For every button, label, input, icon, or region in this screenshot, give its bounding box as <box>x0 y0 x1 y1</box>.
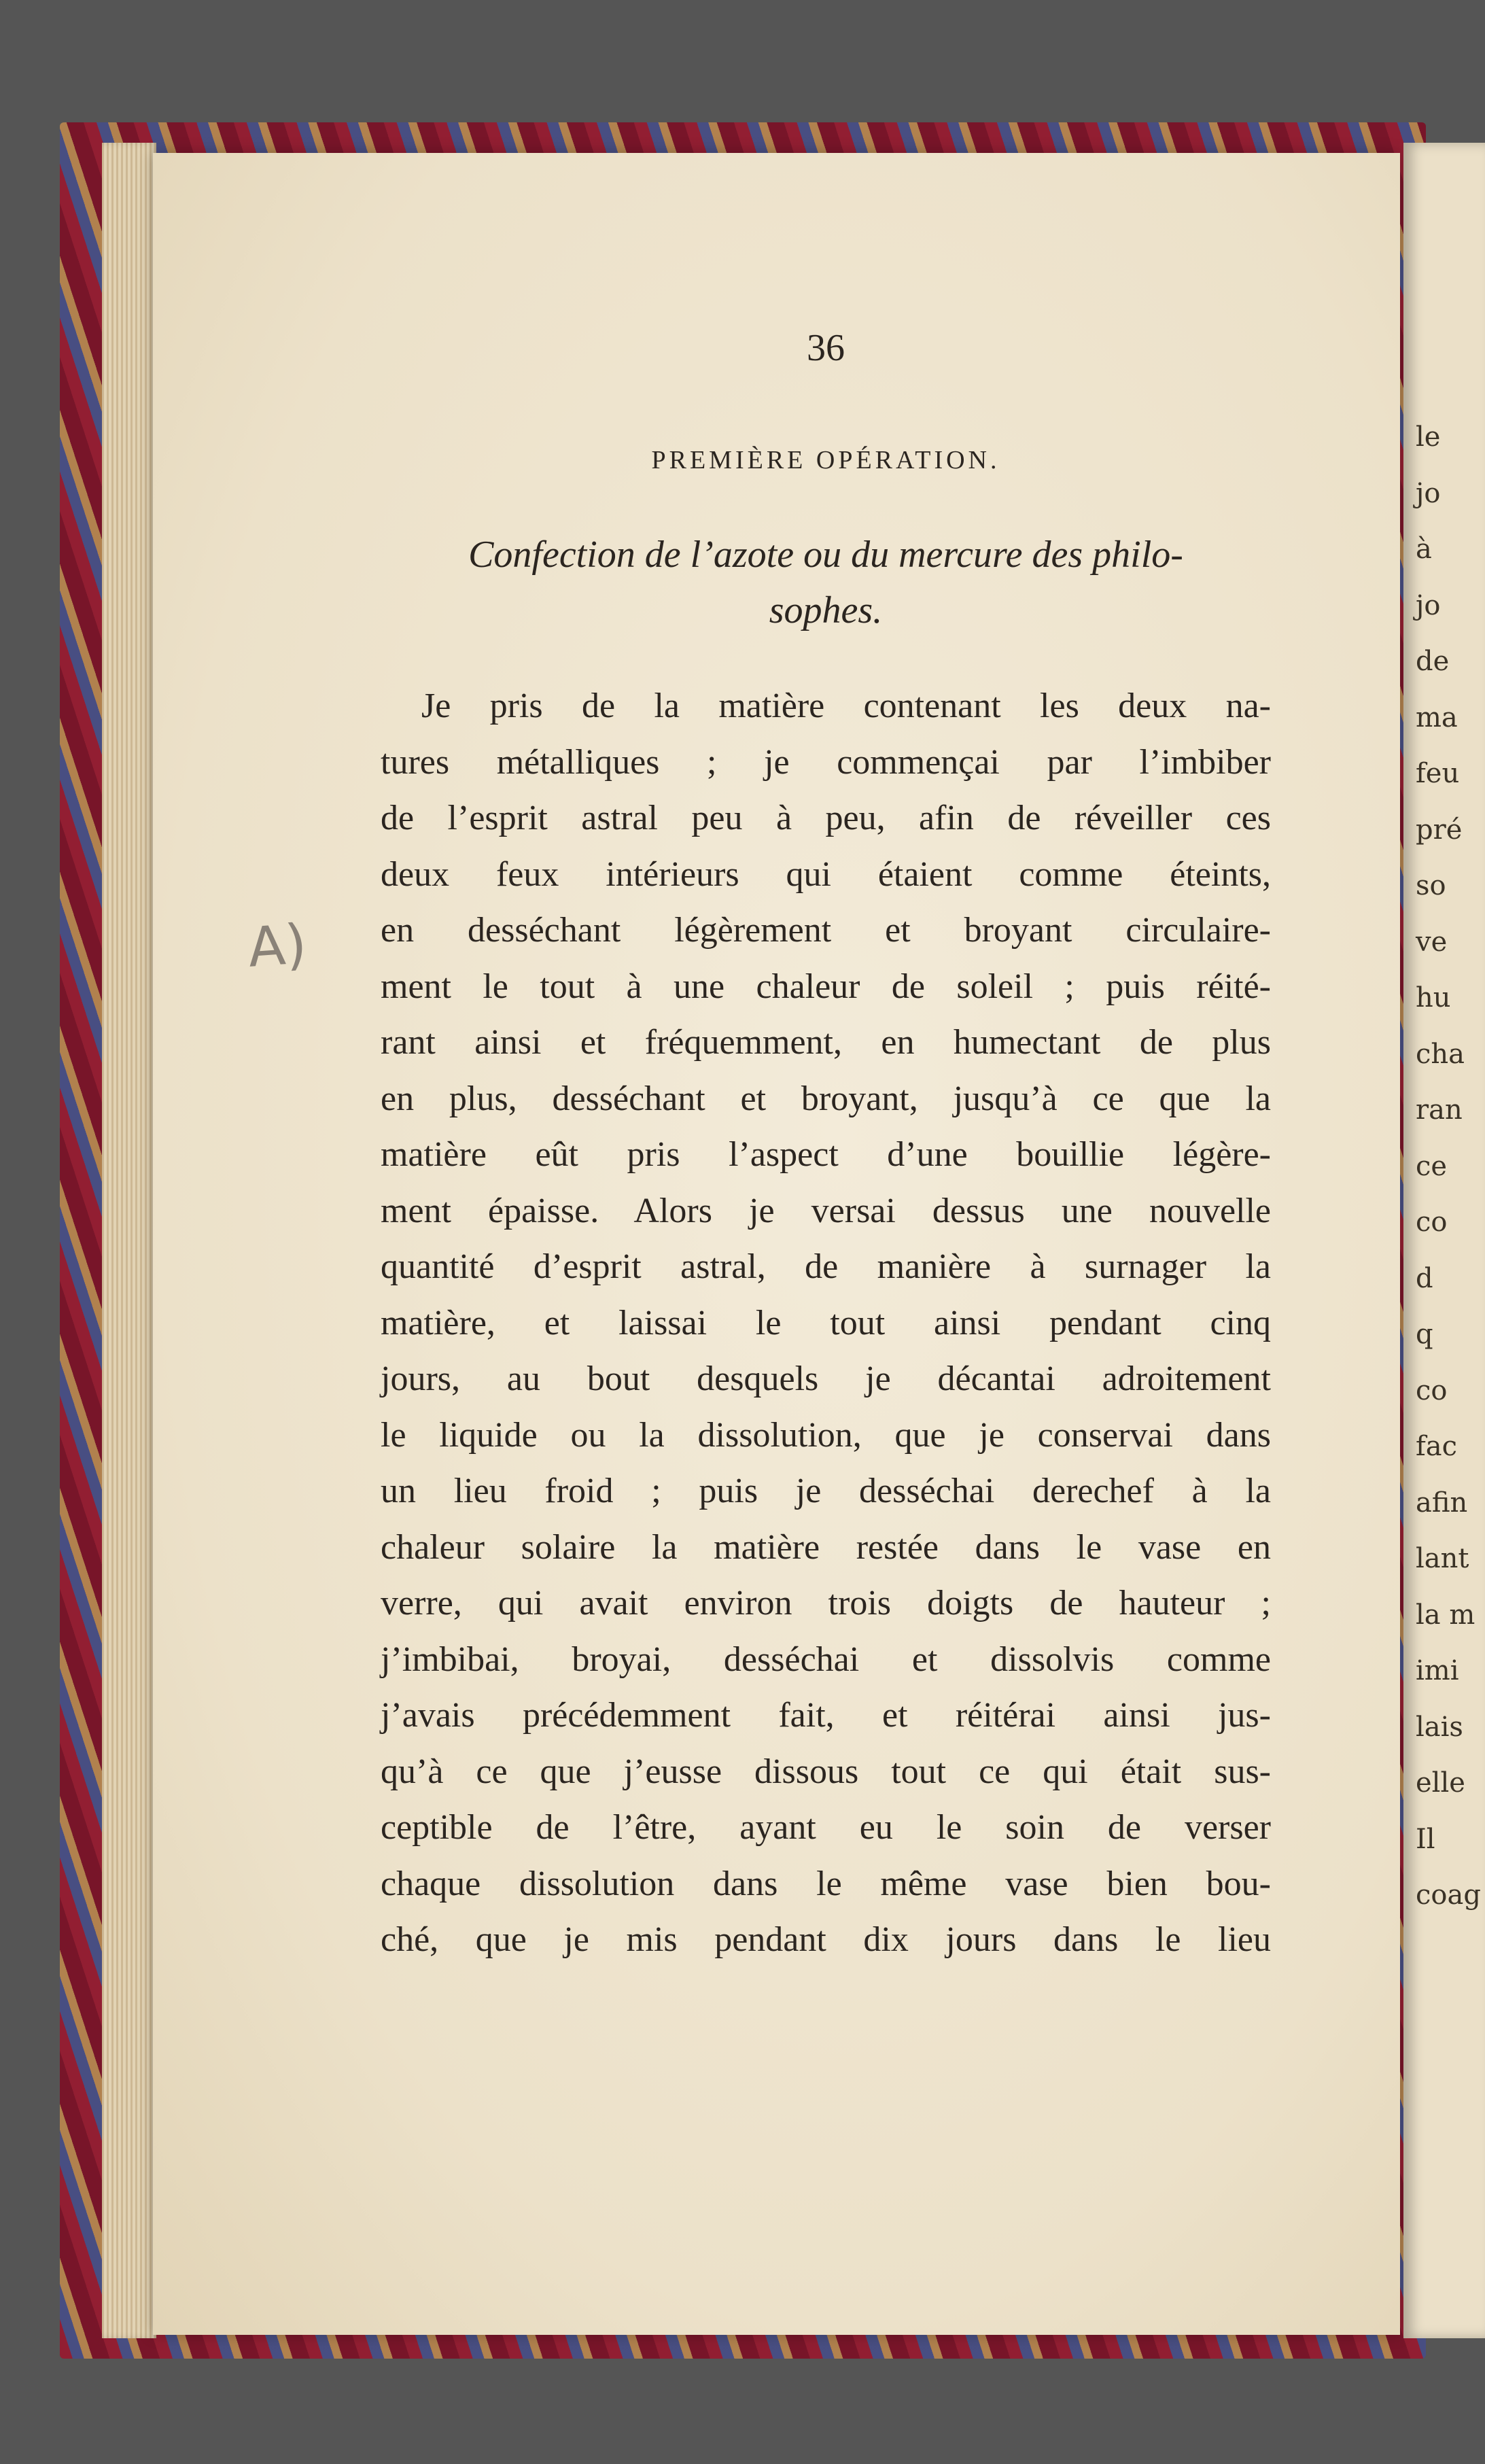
next-page-fragment: le <box>1416 421 1441 453</box>
body-line: le liquide ou la dissolution, que je conservai dans <box>381 1415 1271 1455</box>
next-page-fragment: à <box>1416 534 1432 565</box>
next-page-fragment: ma <box>1416 701 1458 733</box>
body-line: ché, que je mis pendant dix jours dans le lieu <box>381 1920 1271 1959</box>
next-page-fragment: jo <box>1416 589 1441 621</box>
body-line: ment le tout à une chaleur de soleil ; puis réité- <box>381 967 1271 1006</box>
body-line: rant ainsi et fréquemment, en humectant de plus <box>381 1023 1271 1062</box>
body-line: qu’à ce que j’eusse dissous tout ce qui était sus- <box>381 1752 1271 1791</box>
body-line: jours, au bout desquels je décantai adroitement <box>381 1359 1271 1398</box>
next-page-fragment: de <box>1416 646 1450 677</box>
body-line: ment épaisse. Alors je versai dessus une nouvelle <box>381 1191 1271 1230</box>
next-page-fragment: lais <box>1416 1711 1463 1743</box>
body-line: en plus, desséchant et broyant, jusqu’à ce que la <box>381 1079 1271 1118</box>
body-line: en desséchant légèrement et broyant circulaire- <box>381 911 1271 950</box>
body-line: chaque dissolution dans le même vase bien bou- <box>381 1864 1271 1903</box>
body-line: tures métalliques ; je commençai par l’imbiber <box>381 742 1271 782</box>
next-page-edge <box>1403 143 1485 2338</box>
next-page-fragment: co <box>1416 1207 1448 1238</box>
next-page-fragment: elle <box>1416 1767 1465 1799</box>
next-page-fragment: d <box>1416 1262 1433 1294</box>
next-page-fragment: coag <box>1416 1879 1481 1911</box>
next-page-fragment: so <box>1416 870 1446 901</box>
next-page-fragment: jo <box>1416 477 1441 509</box>
body-line: verre, qui avait environ trois doigts de hauteur ; <box>381 1584 1271 1623</box>
page-number: 36 <box>807 327 845 369</box>
body-line: matière, et laissai le tout ainsi pendant cinq <box>381 1303 1271 1342</box>
next-page-fragment: ve <box>1416 926 1448 958</box>
next-page-fragment: hu <box>1416 982 1451 1013</box>
body-text <box>381 678 1271 1968</box>
next-page-fragment: imi <box>1416 1655 1459 1686</box>
body-line: de l’esprit astral peu à peu, afin de réveiller ces <box>381 799 1271 837</box>
title-line: Confection de l’azote ou du mercure des philo- <box>468 534 1183 576</box>
body-line: deux feux intérieurs qui étaient comme éteints, <box>381 854 1271 894</box>
next-page-fragment: Il <box>1416 1823 1435 1855</box>
next-page-fragment: la m <box>1416 1599 1475 1631</box>
body-line: chaleur solaire la matière restée dans le vase en <box>381 1527 1271 1567</box>
body-line: j’imbibai, broyai, desséchai et dissolvis comme <box>381 1639 1271 1679</box>
next-page-fragment: fac <box>1416 1431 1458 1462</box>
next-page-fragment: q <box>1416 1319 1433 1350</box>
body-line: matière eût pris l’aspect d’une bouillie légère- <box>381 1135 1271 1174</box>
next-page-fragment: afin <box>1416 1487 1468 1519</box>
body-line: quantité d’esprit astral, de manière à surnager la <box>381 1247 1271 1286</box>
page-edges <box>102 143 156 2338</box>
margin-annotation: A) <box>245 912 309 979</box>
next-page-fragment: feu <box>1416 758 1460 789</box>
body-line: Je pris de la matière contenant les deux na- <box>421 687 1271 725</box>
next-page-fragment: ran <box>1416 1094 1463 1126</box>
body-line: j’avais précédemment fait, et réitérai ainsi jus- <box>381 1696 1271 1735</box>
next-page-fragment: pré <box>1416 814 1463 846</box>
body-line: ceptible de l’être, ayant eu le soin de verser <box>381 1808 1271 1847</box>
title-line: sophes. <box>769 589 883 631</box>
next-page-fragment: cha <box>1416 1038 1465 1070</box>
section-heading: PREMIÈRE OPÉRATION. <box>651 446 1000 474</box>
body-line: un lieu froid ; puis je desséchai derechef à la <box>381 1472 1271 1510</box>
next-page-fragment: ce <box>1416 1150 1448 1182</box>
next-page-fragment: lant <box>1416 1543 1469 1574</box>
next-page-fragment: co <box>1416 1374 1448 1406</box>
chapter-title <box>381 527 1271 638</box>
